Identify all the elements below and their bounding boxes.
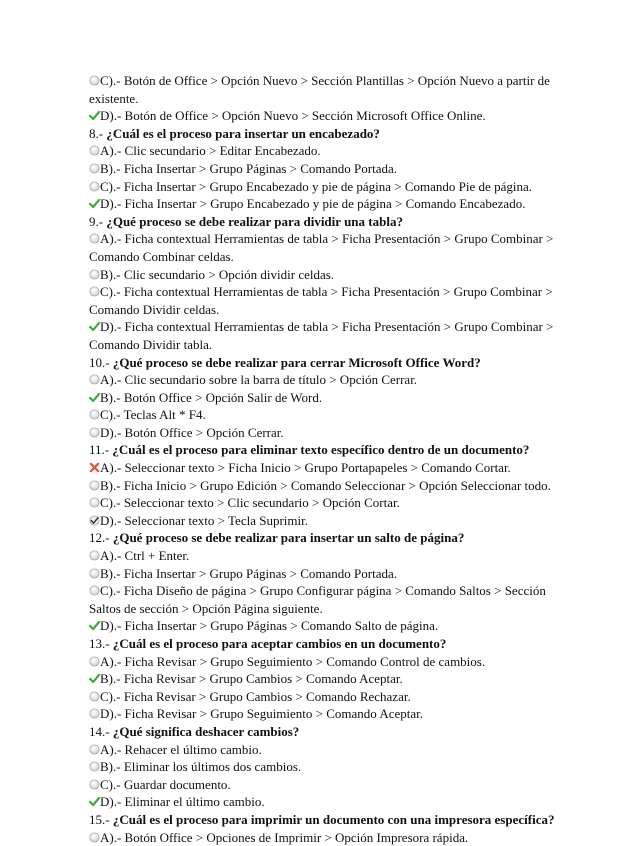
question-heading bbox=[89, 213, 559, 231]
radio-icon bbox=[89, 181, 100, 192]
radio-icon bbox=[89, 550, 100, 561]
radio-icon bbox=[89, 761, 100, 772]
answer-option bbox=[89, 565, 559, 583]
option-text: B).- Ficha Revisar > Grupo Cambios > Comando Aceptar. bbox=[100, 671, 403, 687]
question-heading bbox=[89, 529, 559, 547]
answer-option bbox=[89, 829, 559, 846]
question-text: ¿Qué proceso se debe realizar para insertar un salto de página? bbox=[112, 530, 465, 546]
option-text: C).- Seleccionar texto > Clic secundario > Opción Cortar. bbox=[100, 495, 400, 511]
option-text: A).- Ctrl + Enter. bbox=[100, 548, 190, 564]
question-heading bbox=[89, 441, 559, 459]
answer-option bbox=[89, 477, 559, 495]
option-text: B).- Ficha Inicio > Grupo Edición > Comando Seleccionar > Opción Seleccionar todo. bbox=[100, 477, 551, 493]
question-text: ¿Cuál es el proceso para aceptar cambios en un documento? bbox=[112, 636, 447, 651]
option-text: A).- Ficha contextual Herramientas de tabla > Ficha Presentación > Grupo Combinar > Comando Combinar celdas. bbox=[89, 231, 554, 264]
check-icon bbox=[89, 620, 100, 631]
answer-option bbox=[89, 195, 559, 213]
option-text: C).- Ficha Insertar > Grupo Encabezado y pie de página > Comando Pie de página. bbox=[100, 178, 532, 194]
question-number: 13.- bbox=[89, 636, 110, 651]
answer-option bbox=[89, 142, 559, 160]
question-text: ¿Qué significa deshacer cambios? bbox=[112, 723, 300, 739]
option-text: A).- Botón Office > Opciones de Imprimir > Opción Impresora rápida. bbox=[100, 829, 469, 845]
answer-option bbox=[89, 582, 559, 617]
option-text: D).- Botón Office > Opción Cerrar. bbox=[100, 424, 284, 440]
question-text: ¿Cuál es el proceso para imprimir un documento con una impresora específica? bbox=[112, 811, 555, 827]
answer-option bbox=[89, 776, 559, 794]
check-icon bbox=[89, 673, 100, 684]
radio-icon bbox=[89, 269, 100, 280]
radio-icon bbox=[89, 374, 100, 385]
check-icon bbox=[89, 198, 100, 209]
option-text: C).- Ficha contextual Herramientas de tabla > Ficha Presentación > Grupo Combinar > Comando Dividir celdas. bbox=[89, 284, 553, 317]
question-text: ¿Cuál es el proceso para eliminar texto específico dentro de un documento? bbox=[112, 442, 530, 458]
radio-icon bbox=[89, 427, 100, 438]
answer-option bbox=[89, 705, 559, 723]
answer-option bbox=[89, 266, 559, 284]
question-text: ¿Cuál es el proceso para insertar un encabezado? bbox=[106, 125, 380, 141]
check-icon bbox=[89, 110, 100, 121]
option-text: A).- Rehacer el último cambio. bbox=[100, 741, 262, 757]
option-text: C).- Ficha Diseño de página > Grupo Configurar página > Comando Saltos > Sección Saltos de sección > Opción Página siguiente. bbox=[89, 583, 546, 616]
radio-icon bbox=[89, 691, 100, 702]
check-icon bbox=[89, 392, 100, 403]
answer-option bbox=[89, 670, 559, 688]
answer-option bbox=[89, 547, 559, 565]
option-text: D).- Eliminar el último cambio. bbox=[100, 794, 265, 810]
checkbox-icon bbox=[89, 515, 100, 526]
question-heading bbox=[89, 635, 559, 653]
answer-option bbox=[89, 688, 559, 706]
answer-option bbox=[89, 283, 559, 318]
answer-option bbox=[89, 318, 559, 353]
cross-icon bbox=[89, 462, 100, 473]
answer-option bbox=[89, 371, 559, 389]
question-heading bbox=[89, 723, 559, 741]
radio-icon bbox=[89, 286, 100, 297]
radio-icon bbox=[89, 832, 100, 843]
option-text: B).- Clic secundario > Opción dividir celdas. bbox=[100, 266, 335, 282]
answer-option bbox=[89, 617, 559, 635]
answer-option bbox=[89, 494, 559, 512]
answer-option bbox=[89, 758, 559, 776]
option-text: C).- Botón de Office > Opción Nuevo > Sección Plantillas > Opción Nuevo a partir de existente. bbox=[89, 73, 550, 106]
option-text: D).- Ficha Insertar > Grupo Encabezado y pie de página > Comando Encabezado. bbox=[100, 196, 526, 212]
option-text: B).- Botón Office > Opción Salir de Word. bbox=[100, 389, 323, 405]
option-text: D).- Seleccionar texto > Tecla Suprimir. bbox=[100, 512, 308, 528]
answer-option bbox=[89, 793, 559, 811]
radio-icon bbox=[89, 568, 100, 579]
option-text: D).- Ficha Insertar > Grupo Páginas > Comando Salto de página. bbox=[100, 618, 439, 634]
answer-option bbox=[89, 512, 559, 530]
answer-option bbox=[89, 389, 559, 407]
option-text: D).- Botón de Office > Opción Nuevo > Sección Microsoft Office Online. bbox=[100, 108, 486, 124]
answer-option bbox=[89, 406, 559, 424]
option-text: B).- Ficha Insertar > Grupo Páginas > Comando Portada. bbox=[100, 160, 397, 176]
answer-option bbox=[89, 107, 559, 125]
question-heading bbox=[89, 125, 559, 143]
radio-icon bbox=[89, 656, 100, 667]
radio-icon bbox=[89, 744, 100, 755]
radio-icon bbox=[89, 779, 100, 790]
radio-icon bbox=[89, 75, 100, 86]
question-text: ¿Qué proceso se debe realizar para cerrar Microsoft Office Word? bbox=[112, 354, 481, 370]
radio-icon bbox=[89, 163, 100, 174]
option-text: D).- Ficha Revisar > Grupo Seguimiento > Comando Aceptar. bbox=[100, 706, 423, 722]
answer-option bbox=[89, 741, 559, 759]
option-text: B).- Ficha Insertar > Grupo Páginas > Comando Portada. bbox=[100, 565, 397, 581]
radio-icon bbox=[89, 708, 100, 719]
answer-option bbox=[89, 459, 559, 477]
option-text: A).- Clic secundario sobre la barra de título > Opción Cerrar. bbox=[100, 372, 418, 388]
answer-option bbox=[89, 178, 559, 196]
answer-option bbox=[89, 230, 559, 265]
radio-icon bbox=[89, 145, 100, 156]
question-number: 11.- bbox=[89, 442, 110, 458]
option-text: B).- Eliminar los últimos dos cambios. bbox=[100, 759, 302, 775]
question-number: 8.- bbox=[89, 125, 104, 141]
question-number: 15.- bbox=[89, 811, 110, 827]
option-text: A).- Clic secundario > Editar Encabezado. bbox=[100, 143, 321, 159]
question-number: 10.- bbox=[89, 354, 110, 370]
option-text: A).- Seleccionar texto > Ficha Inicio > Grupo Portapapeles > Comando Cortar. bbox=[100, 460, 511, 476]
check-icon bbox=[89, 796, 100, 807]
option-text: C).- Teclas Alt * F4. bbox=[100, 407, 206, 423]
answer-option bbox=[89, 160, 559, 178]
option-text: C).- Guardar documento. bbox=[100, 776, 231, 792]
question-number: 14.- bbox=[89, 723, 110, 739]
radio-icon bbox=[89, 409, 100, 420]
question-text: ¿Qué proceso se debe realizar para dividir una tabla? bbox=[106, 213, 403, 229]
check-icon bbox=[89, 321, 100, 332]
answer-option bbox=[89, 653, 559, 671]
question-heading bbox=[89, 354, 559, 372]
answer-option bbox=[89, 72, 559, 107]
radio-icon bbox=[89, 585, 100, 596]
radio-icon bbox=[89, 480, 100, 491]
radio-icon bbox=[89, 497, 100, 508]
answer-option bbox=[89, 424, 559, 442]
quiz-document bbox=[89, 72, 559, 846]
question-number: 12.- bbox=[89, 530, 110, 546]
question-number: 9.- bbox=[89, 213, 104, 229]
option-text: A).- Ficha Revisar > Grupo Seguimiento > Comando Control de cambios. bbox=[100, 653, 486, 669]
radio-icon bbox=[89, 233, 100, 244]
option-text: D).- Ficha contextual Herramientas de tabla > Ficha Presentación > Grupo Combinar > Comando Dividir tabla. bbox=[89, 319, 554, 352]
option-text: C).- Ficha Revisar > Grupo Cambios > Comando Rechazar. bbox=[100, 688, 411, 704]
